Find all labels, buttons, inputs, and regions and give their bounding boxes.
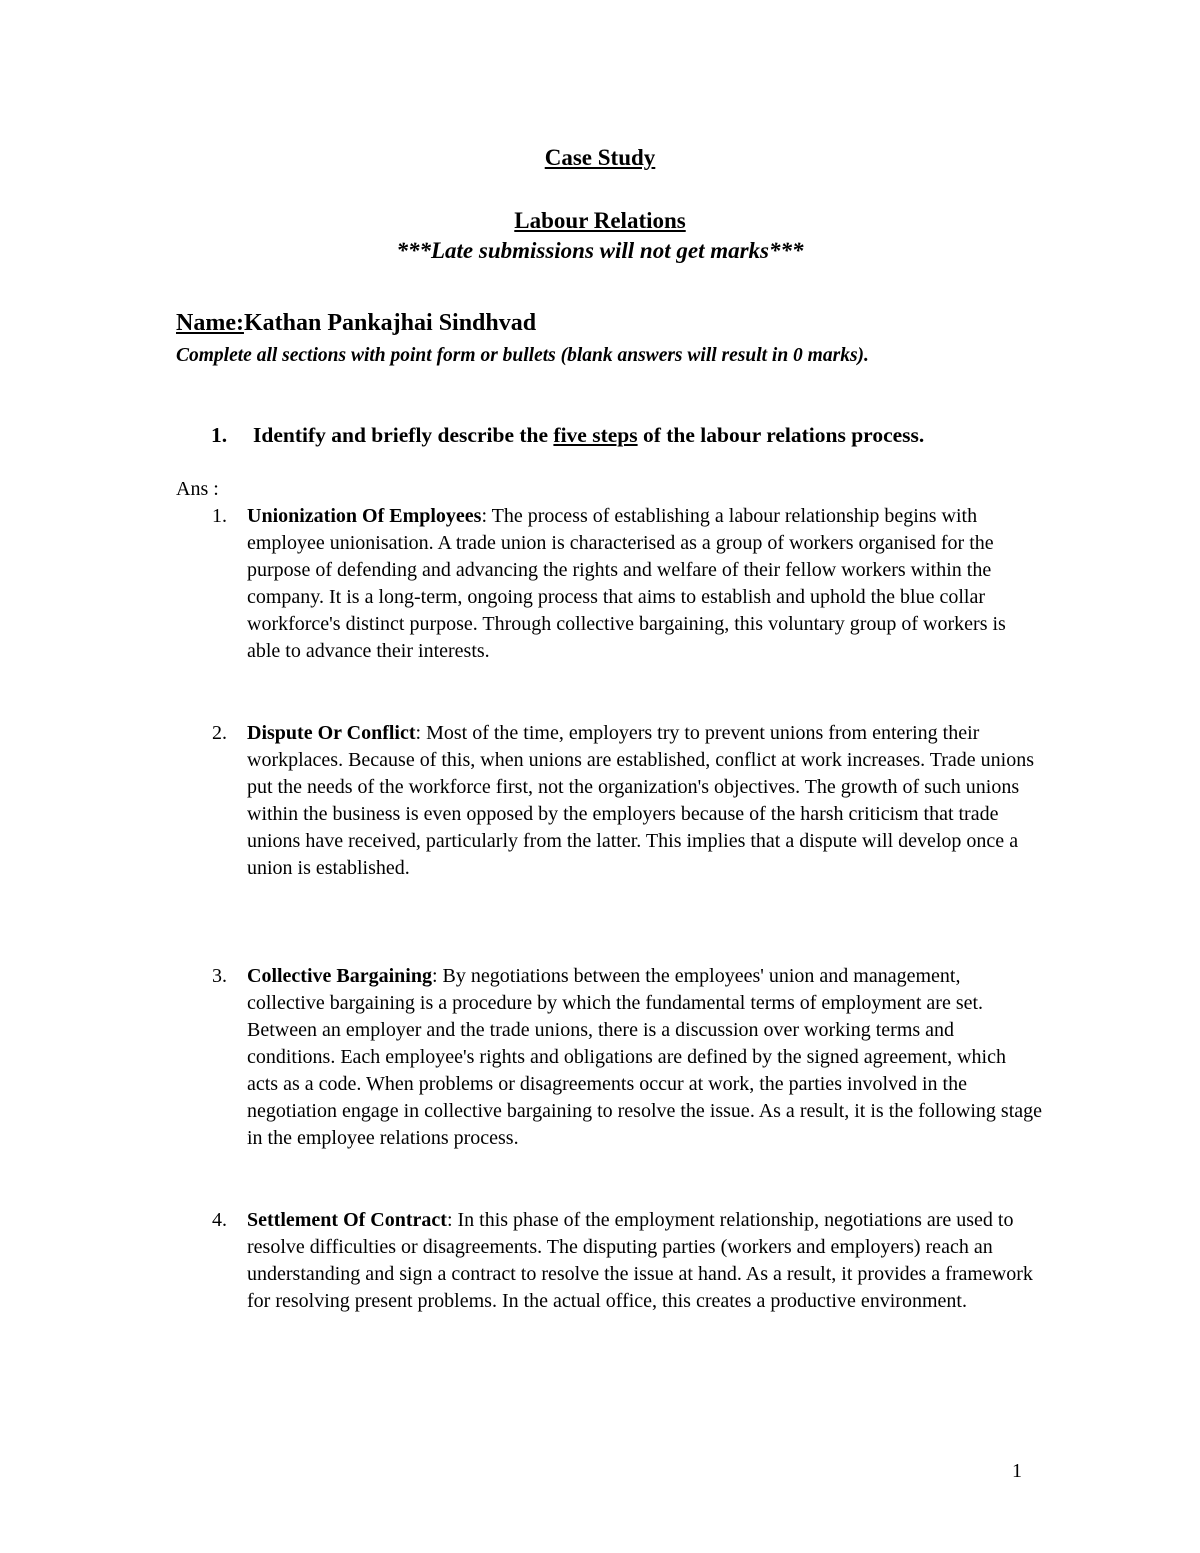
answer-item-term: Settlement Of Contract (247, 1209, 447, 1231)
answer-item-body (247, 720, 1042, 882)
document-title: Case Study (544, 145, 656, 170)
answer-item-4 (212, 1207, 1042, 1315)
question-text-after: of the labour relations process. (637, 423, 925, 447)
name-line (176, 310, 536, 337)
answer-item-term: Collective Bargaining (247, 965, 432, 987)
question-text-before: Identify and briefly describe the (253, 423, 554, 447)
answer-item-body (247, 963, 1042, 1152)
page-number: 1 (1012, 1460, 1022, 1482)
answer-item-text: : Most of the time, employers try to prevent unions from entering their workplaces. Because of this, when unions are established, conflict at work increases. Trade unions put the needs of the workforce first, not the organization's objectives. The growth of such unions within the business is even opposed by the employers because of the harsh criticism that trade unions have received, particularly from the latter. This implies that a dispute will develop once a union is established. (247, 722, 1035, 879)
answer-label: Ans : (176, 478, 219, 500)
name-label: Name: (176, 310, 244, 336)
answer-item-text: : In this phase of the employment relationship, negotiations are used to resolve difficulties or disagreements. The disputing parties (workers and employers) reach an understanding and sign a contract to resolve the issue at hand. As a result, it provides a framework for resolving present problems. In the actual office, this creates a productive environment. (247, 1209, 1033, 1312)
answer-item-number: 4. (212, 1209, 227, 1231)
question-text-underlined: five steps (553, 423, 638, 447)
name-value: Kathan Pankajhai Sindhvad (243, 310, 537, 336)
answer-item-body (247, 503, 1042, 665)
question-number: 1. (211, 423, 228, 447)
answer-item-3 (212, 963, 1042, 1152)
answer-item-number: 1. (212, 505, 227, 527)
answer-item-1 (212, 503, 1042, 665)
answer-item-text: : The process of establishing a labour relationship begins with employee unionisation. A trade union is characterised as a group of workers organised for the purpose of defending and advancing the rights and welfare of their fellow workers within the company. It is a long-term, ongoing process that aims to establish and uphold the blue collar workforce's distinct purpose. Through collective bargaining, this voluntary group of workers is able to advance their interests. (247, 505, 1006, 662)
answer-item-term: Dispute Or Conflict (247, 722, 416, 744)
document-subtitle: Labour Relations (514, 208, 686, 233)
answer-item-body (247, 1207, 1042, 1315)
answer-item-term: Unionization Of Employees (247, 505, 482, 527)
answer-item-text: : By negotiations between the employees' union and management, collective bargaining is a procedure by which the fundamental terms of employment are set. Between an employer and the trade unions, there is a discussion over working terms and conditions. Each employee's rights and obligations are defined by the signed agreement, which acts as a code. When problems or disagreements occur at work, the parties involved in the negotiation engage in collective bargaining to resolve the issue. As a result, it is the following stage in the employee relations process. (247, 965, 1042, 1149)
question-1 (211, 423, 924, 448)
late-notice: ***Late submissions will not get marks*** (396, 238, 804, 263)
answer-item-2 (212, 720, 1042, 882)
instructions: Complete all sections with point form or bullets (blank answers will result in 0 marks). (176, 345, 869, 366)
answer-item-number: 3. (212, 965, 227, 987)
answer-item-number: 2. (212, 722, 227, 744)
